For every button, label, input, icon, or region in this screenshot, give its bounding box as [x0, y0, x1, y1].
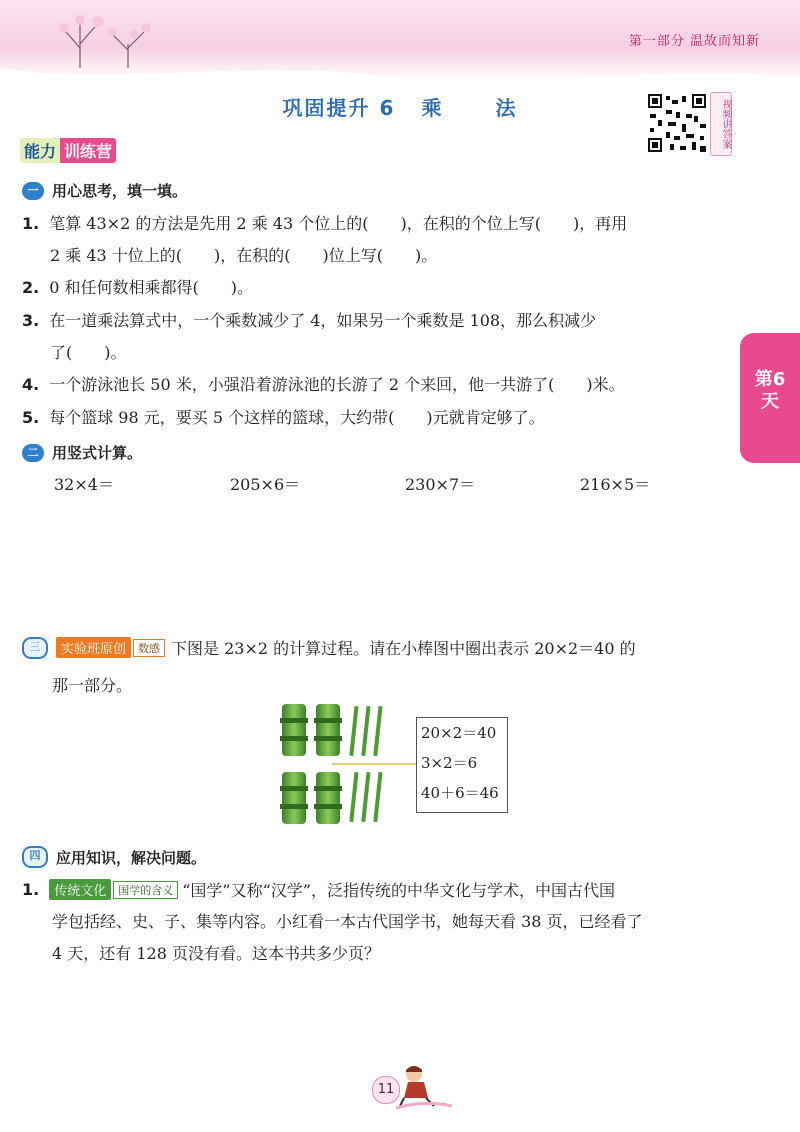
- q5-line: 5. 每个篮球 98 元，要买 5 个这样的篮球，大约带( )元就肯定够了。: [22, 408, 545, 427]
- bundle-icon: [314, 772, 342, 824]
- section3-text-line2: 那一部分。: [52, 676, 133, 695]
- calc-step-2: 3×2＝6: [421, 754, 478, 772]
- day-side-tab: [740, 333, 800, 463]
- ability-badge-part2: 训练营: [60, 138, 116, 163]
- section4-tag: 传统文化: [49, 879, 111, 900]
- page-number: 11: [372, 1076, 400, 1104]
- section-label: 第一部分 温故而知新: [628, 34, 760, 49]
- section4-q1-line3: 4 天，还有 128 页没有看。这本书共多少页？: [52, 944, 380, 963]
- section4-q1-line2: 学包括经、史、子、集等内容。小红看一本古代国学书，她每天看 38 页，已经看了: [52, 912, 643, 931]
- calc-problem-1: 32×4＝: [54, 475, 114, 494]
- calc-problem-3: 230×7＝: [405, 475, 476, 494]
- bundle-icon: [314, 704, 342, 756]
- section1-number: 一: [22, 182, 44, 200]
- q1-line2: 2 乘 43 十位上的( )，在积的( )位上写( )。: [50, 246, 438, 265]
- q1-line1: 1. 笔算 43×2 的方法是先用 2 乘 43 个位上的( )，在积的个位上写( )，再用: [22, 214, 628, 233]
- day-side-tab-line1: 第6: [754, 369, 786, 390]
- section2-number: 二: [22, 444, 44, 462]
- day-side-tab-line2: 天: [761, 391, 779, 412]
- section3-subtag: 数感: [133, 639, 165, 657]
- q4-line: 4. 一个游泳池长 50 米，小强沿着游泳池的长游了 2 个来回，他一共游了( )米。: [22, 375, 625, 394]
- section4-subtag: 国学的含义: [113, 881, 178, 899]
- section1-title: 用心思考，填一填。: [52, 182, 188, 200]
- qr-caption: 视频讲答案: [710, 92, 732, 156]
- bundle-icon: [280, 704, 308, 756]
- section3-text-line1: 下图是 23×2 的计算过程。请在小棒图中圈出表示 20×2＝40 的: [171, 639, 636, 658]
- q3-line1: 3. 在一道乘法算式中，一个乘数减少了 4，如果另一个乘数是 108，那么积减少: [22, 311, 597, 330]
- calc-step-1: 20×2＝40: [421, 724, 497, 742]
- section4-q1-line1: [22, 878, 615, 901]
- section1-heading: [22, 180, 187, 201]
- section4-heading: [22, 846, 206, 868]
- calc-problem-2: 205×6＝: [230, 475, 301, 494]
- section2-title: 用竖式计算。: [52, 444, 143, 462]
- ability-badge: [20, 138, 116, 162]
- bundle-icon: [280, 772, 308, 824]
- section2-heading: [22, 442, 142, 463]
- q2-line: 2. 0 和任何数相乘都得( )。: [22, 278, 253, 297]
- q3-line2: 了( )。: [50, 343, 127, 362]
- lesson-title-char2: 法: [495, 96, 518, 120]
- ability-badge-part1: 能力: [20, 138, 60, 163]
- section4-title: 应用知识，解决问题。: [56, 848, 207, 867]
- stick-bundle-diagram: [276, 700, 416, 830]
- section3-number: 三: [22, 637, 48, 659]
- lesson-title-main: 巩固提升 6: [282, 96, 396, 120]
- section3-heading: [22, 636, 636, 659]
- lesson-title-char1: 乘: [421, 96, 444, 120]
- calc-step-3: 40＋6＝46: [421, 784, 499, 802]
- section4-q1-number: 1.: [22, 880, 40, 899]
- qr-code-icon[interactable]: [646, 92, 708, 154]
- mascot-illustration: [396, 1062, 452, 1110]
- section3-tag: 实验班原创: [56, 637, 131, 658]
- calculation-box: [416, 717, 508, 813]
- section4-number: 四: [22, 846, 48, 868]
- section4-q1-text1: “国学”又称“汉学”，泛指传统的中华文化与学术，中国古代国: [182, 881, 615, 900]
- calc-problem-4: 216×5＝: [580, 475, 651, 494]
- tree-illustration: [50, 10, 160, 70]
